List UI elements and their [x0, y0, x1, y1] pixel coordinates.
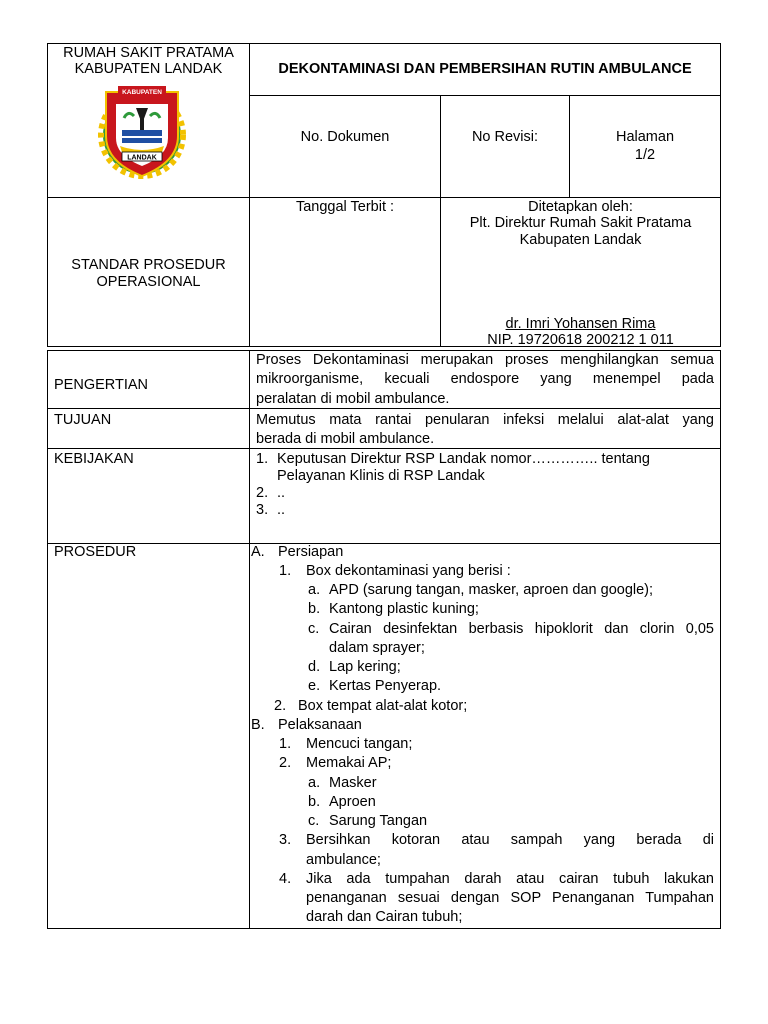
b3-line1-text: Bersihkan kotoran atau sampah yang berada di	[306, 832, 714, 848]
tujuan-label: TUJUAN	[54, 412, 112, 428]
sop-label-line1: STANDAR PROSEDUR	[71, 257, 226, 273]
tujuan-line2: berada di mobil ambulance.	[256, 431, 435, 447]
page-label: Halaman	[615, 129, 675, 145]
kebijakan-item-1-line2: Pelayanan Klinis di RSP Landak	[277, 468, 485, 484]
b4-line2	[306, 889, 714, 907]
b3-line1	[306, 831, 714, 849]
b1-text: Mencuci tangan;	[306, 736, 413, 752]
b4-line2-text: penanganan sesuai dengan SOP Penanganan Tumpahan	[306, 890, 714, 906]
a1-item-c-line1	[329, 620, 714, 638]
prosedur-label: PROSEDUR	[54, 544, 137, 560]
pengertian-line1-text: Proses Dekontaminasi merupakan proses menghilangkan semua	[256, 352, 714, 368]
page-value: 1/2	[634, 147, 656, 163]
institution-name-line2: KABUPATEN LANDAK	[74, 61, 223, 77]
pengertian-line1	[256, 351, 714, 369]
document-title: DEKONTAMINASI DAN PEMBERSIHAN RUTIN AMBULANCE	[278, 61, 692, 77]
a1-item-c-letter: c.	[308, 621, 320, 637]
b2-item-b-letter: b.	[308, 794, 321, 810]
institution-name-line1: RUMAH SAKIT PRATAMA	[63, 45, 234, 61]
a2-text: Box tempat alat-alat kotor;	[298, 698, 468, 714]
pengertian-line2	[256, 370, 714, 388]
pengertian-line3: peralatan di mobil ambulance.	[256, 391, 450, 407]
a1-item-b-text: Kantong plastic kuning;	[329, 601, 479, 617]
a1-item-b-letter: b.	[308, 601, 321, 617]
b2-item-c-letter: c.	[308, 813, 320, 829]
kebijakan-item-3-num: 3.	[256, 502, 269, 518]
revision-label: No Revisi:	[471, 129, 539, 145]
sop-label-line2: OPERASIONAL	[96, 274, 201, 290]
b2-num: 2.	[279, 755, 292, 771]
a1-num: 1.	[279, 563, 292, 579]
a2-num: 2.	[274, 698, 287, 714]
a1-item-d-letter: d.	[308, 659, 321, 675]
doc-number-cell	[249, 95, 441, 198]
approved-by-label: Ditetapkan oleh:	[528, 199, 633, 215]
kebijakan-item-1-num: 1.	[256, 451, 269, 467]
b2-item-c-text: Sarung Tangan	[329, 813, 428, 829]
approver-name-text: dr. Imri Yohansen Rima	[505, 316, 656, 332]
kebijakan-label: KEBIJAKAN	[54, 451, 134, 467]
kabupaten-landak-logo	[92, 84, 187, 182]
a1-item-c-line2: dalam sprayer;	[329, 640, 425, 656]
b2-item-b-text: Aproen	[329, 794, 376, 810]
kebijakan-item-2-text: ..	[277, 485, 286, 501]
a1-item-e-letter: e.	[308, 678, 321, 694]
kebijakan-item-1-line1: Keputusan Direktur RSP Landak nomor………….. tentang	[277, 451, 650, 467]
prosedur-label-cell	[47, 543, 250, 929]
logo-text-landak: LANDAK	[127, 154, 157, 162]
a1-item-d-text: Lap kering;	[329, 659, 401, 675]
b1-num: 1.	[279, 736, 292, 752]
a1-item-e-text: Kertas Penyerap.	[329, 678, 442, 694]
approver-title-line2: Kabupaten Landak	[519, 232, 642, 248]
revision-cell	[440, 95, 570, 198]
section-b-letter: B.	[251, 717, 265, 733]
b4-line1-text: Jika ada tumpahan darah atau cairan tubuh lakukan	[306, 871, 714, 887]
issue-date-cell	[249, 197, 441, 347]
approver-title-line1: Plt. Direktur Rumah Sakit Pratama	[469, 215, 692, 231]
b3-line2: ambulance;	[306, 852, 381, 868]
approver-nip: NIP. 19720618 200212 1 011	[487, 332, 674, 348]
b4-num: 4.	[279, 871, 292, 887]
pengertian-line2-text: mikroorganisme, kecuali endospore yang menempel pada	[256, 371, 714, 387]
b4-line1	[306, 870, 714, 888]
b2-text: Memakai AP;	[306, 755, 392, 771]
issue-date-label: Tanggal Terbit :	[295, 199, 395, 215]
a1-item-a-text: APD (sarung tangan, masker, aproen dan google);	[329, 582, 654, 598]
b4-line3: darah dan Cairan tubuh;	[306, 909, 463, 925]
pengertian-label: PENGERTIAN	[54, 377, 149, 393]
tujuan-line1	[256, 411, 714, 429]
kebijakan-item-2-num: 2.	[256, 485, 269, 501]
section-a-title: Persiapan	[278, 544, 344, 560]
b3-num: 3.	[279, 832, 292, 848]
a1-item-c-line1-text: Cairan desinfektan berbasis hipoklorit dan clorin 0,05	[329, 621, 714, 637]
a1-text: Box dekontaminasi yang berisi :	[306, 563, 511, 579]
b2-item-a-text: Masker	[329, 775, 377, 791]
section-a-letter: A.	[251, 544, 265, 560]
doc-number-label: No. Dokumen	[300, 129, 390, 145]
kebijakan-item-3-text: ..	[277, 502, 286, 518]
tujuan-line1-text: Memutus mata rantai penularan infeksi melalui alat-alat yang	[256, 412, 714, 428]
b2-item-a-letter: a.	[308, 775, 321, 791]
logo-text-kabupaten: KABUPATEN	[122, 89, 162, 96]
a1-item-a-letter: a.	[308, 582, 321, 598]
section-b-title: Pelaksanaan	[278, 717, 362, 733]
